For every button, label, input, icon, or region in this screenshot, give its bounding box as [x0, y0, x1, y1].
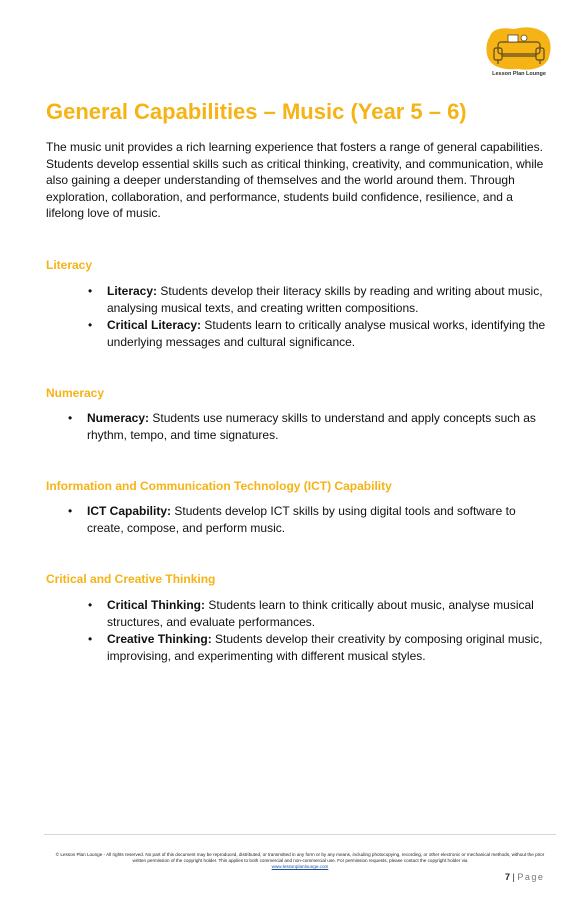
list-item-text: Students learn to think critically about music, analyse musical structures, and evaluate performances. — [107, 598, 534, 629]
list-item — [88, 283, 547, 317]
bullet: • — [88, 284, 93, 298]
website-link[interactable]: www.lessonplanlounge.com — [271, 864, 329, 869]
list-item-term: Literacy: — [107, 284, 158, 298]
footer-divider — [44, 834, 556, 835]
list-item-text: Students use numeracy skills to understand and apply concepts such as rhythm, tempo, and time signatures. — [87, 411, 536, 442]
list-item-term: Critical Thinking: — [107, 598, 206, 612]
list-item-term: Critical Literacy: — [107, 318, 202, 332]
bullet: • — [88, 632, 93, 646]
numeracy-list — [68, 410, 553, 444]
list-item-text: Students develop their literacy skills by reading and writing about music, analysing musical texts, and creating written compositions. — [107, 284, 543, 315]
list-item-term: Numeracy: — [87, 411, 150, 425]
list-item-text: Students learn to critically analyse musical works, identifying the underlying messages and cultural significance. — [107, 318, 546, 349]
list-item — [88, 317, 547, 351]
page-number — [505, 872, 544, 882]
page-separator: | — [512, 872, 515, 882]
list-item-text: Students develop their creativity by composing original music, improvising, and experimenting with different musical styles. — [107, 632, 543, 663]
bullet: • — [88, 598, 93, 612]
section-heading-literacy: Literacy — [46, 258, 93, 272]
list-item — [68, 410, 553, 444]
bullet: • — [68, 411, 73, 425]
list-item-term: Creative Thinking: — [107, 632, 212, 646]
logo-text: Lesson Plan Lounge — [492, 71, 546, 77]
list-item-text: Students develop ICT skills by using digital tools and software to create, compose, and perform music. — [87, 504, 516, 535]
bullet: • — [88, 318, 93, 332]
sofa-icon — [484, 26, 554, 72]
list-item — [68, 503, 543, 537]
copyright-notice — [50, 852, 550, 870]
page-label: Page — [517, 872, 545, 882]
intro-paragraph: The music unit provides a rich learning experience that fosters a range of general capabilities. Students develop essential skills such as critical thinking, creativity, and communication, while also gaining a deeper understanding of themselves and the world around them. Through exploration, collaboration, and performance, students build confidence, resilience, and a lifelong love of music. — [46, 140, 544, 220]
page-title: General Capabilities – Music (Year 5 – 6) — [46, 99, 467, 124]
thinking-list — [88, 597, 549, 665]
literacy-list — [88, 283, 547, 351]
section-heading-critical-creative-thinking: Critical and Creative Thinking — [46, 572, 216, 586]
section-heading-numeracy: Numeracy — [46, 386, 105, 400]
list-item-term: ICT Capability: — [87, 504, 172, 518]
list-item — [88, 631, 549, 665]
list-item — [88, 597, 549, 631]
section-heading-ict: Information and Communication Technology (ICT) Capability — [46, 479, 392, 493]
ict-list — [68, 503, 543, 537]
page-number-value: 7 — [505, 872, 511, 882]
copyright-text: © Lesson Plan Lounge - All rights reserved. No part of this document may be reproduced, distributed, or transmitted in any form or by any means, including photocopying, recording, or other electronic or mechanical methods, without the prior written permission of the copyright holder. This applies to both commercial and non-commercial use. For permission requests, please contact the copyright holder via — [55, 852, 545, 863]
bullet: • — [68, 504, 73, 518]
